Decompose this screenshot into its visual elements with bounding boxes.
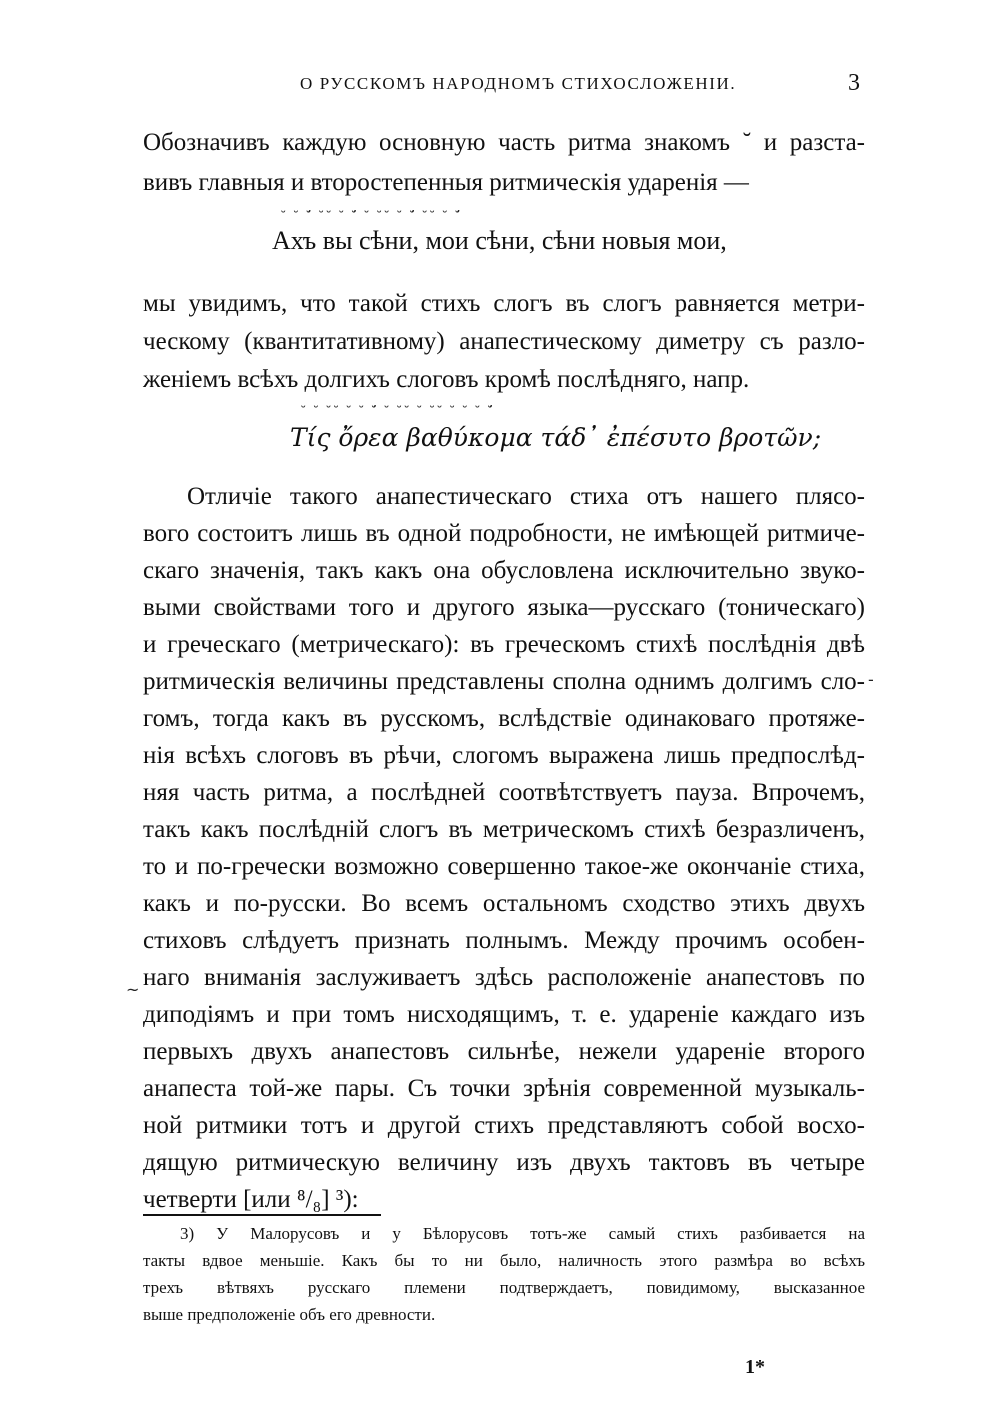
- text-line: мы увидимъ, что такой стихъ слогъ въ слогъ равняется метри-: [143, 290, 865, 317]
- margin-mark: ~: [126, 980, 140, 999]
- greek-verse-line: Τίς ὄρεα βαθύκομα τάδ᾽ ἐπέσυτο βροτῶν;: [290, 423, 822, 452]
- footnote-line: 3) У Малорусовъ и у Бѣлорусовъ тотъ-же самый стихъ разбивается на: [180, 1224, 865, 1243]
- footnote-divider: [143, 1214, 381, 1216]
- greek-verse-stress-marks: ˘ ˘ ˘˘ ˘ ˘ ˘́ ˘ ˘˘ ˘ ˘˘ ˘ ˘ ˘ ˘́: [300, 405, 495, 420]
- page-number: 3: [848, 70, 860, 96]
- text-line: диподіямъ и при томъ нисходящимъ, т. е. удареніе каждаго изъ: [143, 1001, 865, 1028]
- text-line: такъ какъ послѣдній слогъ въ метрическомъ стихѣ безразличенъ,: [143, 816, 865, 843]
- footnote-line: такты вдвое меньшіе. Какъ бы то ни было, наличность этого размѣра во всѣхъ: [143, 1251, 865, 1270]
- text-line: вого состоитъ лишь въ одной подробности, не имѣющей ритмиче-: [143, 520, 865, 547]
- text-line: Обозначивъ каждую основную часть ритма знакомъ ˘ и разста-: [143, 129, 865, 156]
- text-line: вивъ главныя и второстепенныя ритмическія ударенія —: [143, 169, 749, 196]
- text-line: какъ и по-русски. Во всемъ остальномъ сходство этихъ двухъ: [143, 890, 865, 917]
- text-line: ческому (квантитативному) анапестическому диметру съ разло-: [143, 328, 865, 355]
- text-line: наго вниманія заслуживаетъ здѣсь расположеніе анапестовъ по: [143, 964, 865, 991]
- text-line: Отличіе такого анапестическаго стиха отъ нашего плясо-: [187, 483, 865, 510]
- text-line: первыхъ двухъ анапестовъ сильнѣе, нежели удареніе второго: [143, 1038, 865, 1065]
- text-line: ритмическія величины представлены сполна однимъ долгимъ сло-: [143, 668, 865, 695]
- footnote-line: выше предположеніе объ его древности.: [143, 1305, 436, 1324]
- text-line: четверти [или ⁸/₈] ³):: [143, 1186, 359, 1213]
- text-line: дящую ритмическую величину изъ двухъ тактовъ въ четыре: [143, 1149, 865, 1176]
- text-line: няя часть ритма, а послѣдней соотвѣтствуетъ пауза. Впрочемъ,: [143, 779, 865, 806]
- text-line: скаго значенія, такъ какъ она обусловлена исключительно звуко-: [143, 557, 865, 584]
- footnote-line: трехъ вѣтвяхъ русскаго племени подтверждаетъ, повидимому, высказанное: [143, 1278, 865, 1297]
- text-line: выми свойствами того и другого языка—русскаго (тоническаго): [143, 594, 865, 621]
- text-line: ной ритмики тотъ и другой стихъ представляютъ собой восхо-: [143, 1112, 865, 1139]
- text-line: женіемъ всѣхъ долгихъ слоговъ кромѣ послѣдняго, напр.: [143, 366, 750, 393]
- text-line: и греческаго (метрическаго): въ греческомъ стихѣ послѣднія двѣ: [143, 631, 865, 658]
- text-line: анапеста той-же пары. Съ точки зрѣнія современной музыкаль-: [143, 1075, 865, 1102]
- russian-verse-line: Ахъ вы сѣни, мои сѣни, сѣни новыя мои,: [272, 226, 727, 255]
- text-line: то и по-гречески возможно совершенно такое-же окончаніе стиха,: [143, 853, 865, 880]
- text-line: гомъ, тогда какъ въ русскомъ, вслѣдствіе одинаковаго протяже-: [143, 705, 865, 732]
- russian-verse-stress-marks: ˘ ˘ ˘́ ˘˘ ˘ ˘́ ˘ ˘˘ ˘ ˘́ ˘˘ ˘ ˘́: [280, 210, 462, 225]
- running-title: О РУССКОМЪ НАРОДНОМЪ СТИХОСЛОЖЕНІИ.: [300, 74, 737, 93]
- margin-mark: -: [868, 670, 874, 689]
- text-line: стиховъ слѣдуетъ признать полнымъ. Между прочимъ особен-: [143, 927, 865, 954]
- signature-mark: 1*: [745, 1356, 765, 1378]
- text-line: нія всѣхъ слоговъ въ рѣчи, слогомъ выражена лишь предпослѣд-: [143, 742, 865, 769]
